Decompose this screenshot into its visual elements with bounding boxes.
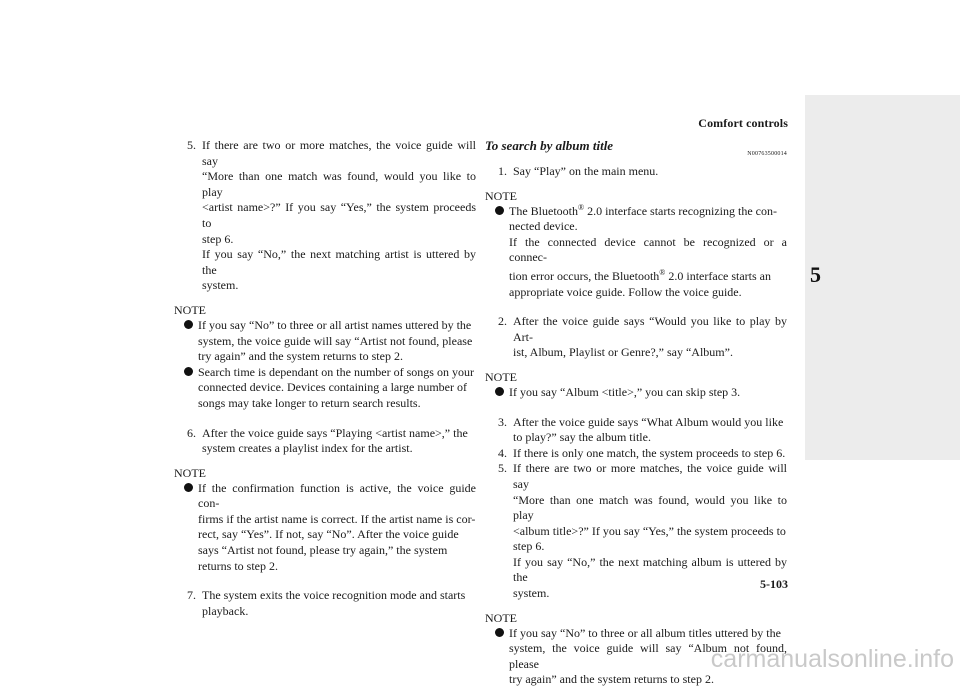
right-column xyxy=(485,138,787,688)
section-title xyxy=(485,138,787,157)
step-5-album xyxy=(485,461,787,601)
bullet-line: says “Artist not found, please try again,” the system xyxy=(198,543,448,558)
bullet-line: If you say “Album <title>,” you can skip step 3. xyxy=(509,384,741,399)
step-line: If there is only one match, the system proceeds to step 6. xyxy=(513,445,786,460)
note-bullet xyxy=(174,365,476,412)
chapter-tab xyxy=(805,95,960,460)
watermark[interactable]: carmanualsonline.info xyxy=(710,645,954,673)
step-4-album xyxy=(485,446,787,462)
step-line: ist, Album, Playlist or Genre?,” say “Album”. xyxy=(513,345,733,360)
step-line: If there are two or more matches, the voice guide will say xyxy=(202,138,476,168)
note-bullet xyxy=(485,204,787,301)
bullet-icon xyxy=(495,387,504,396)
step-line: <artist name>?” If you say “Yes,” the system proceeds to xyxy=(202,200,476,230)
step-number: 3. xyxy=(498,414,507,429)
bullet-line: If you say “No” to three or all artist names uttered by the xyxy=(198,317,472,332)
text-run: 2.0 interface starts recognizing the con- xyxy=(584,203,777,218)
registered-mark: ® xyxy=(578,202,585,212)
step-line: After the voice guide says “Playing <artist name>,” the xyxy=(202,425,468,440)
step-1-album xyxy=(485,164,787,180)
bullet-line: try again” and the system returns to step 2. xyxy=(198,349,403,364)
step-line: to play?” say the album title. xyxy=(513,430,651,445)
bullet-line: If you say “No” to three or all album titles uttered by the xyxy=(509,625,781,640)
step-number: 6. xyxy=(187,425,196,440)
chapter-number: 5 xyxy=(810,262,821,287)
step-line: step 6. xyxy=(513,539,545,554)
bullet-icon xyxy=(184,367,193,376)
text-run: tion error occurs, the Bluetooth xyxy=(509,268,660,283)
step-line: If there are two or more matches, the voice guide will say xyxy=(513,461,787,491)
note-label: NOTE xyxy=(485,369,517,384)
bullet-line: nected device. xyxy=(509,219,578,234)
bullet-icon xyxy=(184,320,193,329)
page-number: 5-103 xyxy=(760,577,788,591)
step-number: 5. xyxy=(187,138,196,152)
bullet-icon xyxy=(495,206,504,215)
bullet-line xyxy=(509,269,787,285)
step-3-album xyxy=(485,415,787,446)
step-number: 4. xyxy=(498,445,507,460)
step-line: “More than one match was found, would you like to play xyxy=(513,492,787,523)
step-5-artist xyxy=(174,138,476,294)
section-header: Comfort controls xyxy=(698,116,788,130)
bullet-line: firms if the artist name is correct. If the artist name is cor- xyxy=(198,511,476,526)
bullet-line: try again” and the system returns to step 2. xyxy=(509,672,714,687)
bullet-line: songs may take longer to return search results. xyxy=(198,395,421,410)
step-line: step 6. xyxy=(202,231,234,246)
note-label: NOTE xyxy=(485,610,517,625)
step-line: <album title>?” If you say “Yes,” the system proceeds to xyxy=(513,523,786,538)
bullet-line: appropriate voice guide. Follow the voice guide. xyxy=(509,284,742,299)
bullet-line: returns to step 2. xyxy=(198,558,278,573)
step-line: The system exits the voice recognition mode and starts xyxy=(202,588,466,603)
step-line: system. xyxy=(202,278,239,293)
bullet-line: system, the voice guide will say “Album not found, please xyxy=(509,641,787,671)
left-column xyxy=(174,138,476,619)
note-bullet xyxy=(174,481,476,575)
step-number: 7. xyxy=(187,588,196,603)
bullet-line: If the connected device cannot be recognized or a connec- xyxy=(509,234,787,265)
step-6-artist xyxy=(174,426,476,457)
note-bullet xyxy=(485,385,787,401)
registered-mark: ® xyxy=(659,267,666,277)
bullet-icon xyxy=(184,483,193,492)
bullet-line: rect, say “Yes”. If not, say “No”. After the voice guide xyxy=(198,527,459,542)
step-line: “More than one match was found, would you like to play xyxy=(202,169,476,199)
step-number: 5. xyxy=(498,461,507,476)
bullet-icon xyxy=(495,628,504,637)
text-run: 2.0 interface starts an xyxy=(665,268,771,283)
step-7-artist xyxy=(174,588,476,619)
step-line: If you say “No,” the next matching artist is uttered by the xyxy=(202,247,476,277)
section-code: N00763500014 xyxy=(747,151,787,157)
note-bullet xyxy=(174,318,476,365)
step-line: If you say “No,” the next matching album is uttered by the xyxy=(513,554,787,585)
bullet-line: connected device. Devices containing a large number of xyxy=(198,380,467,395)
bullet-line: Search time is dependant on the number of songs on your xyxy=(198,364,474,379)
bullet-line: If the confirmation function is active, the voice guide con- xyxy=(198,480,476,511)
step-2-album xyxy=(485,314,787,361)
step-line: system creates a playlist index for the artist. xyxy=(202,441,413,456)
section-title-text: To search by album title xyxy=(485,138,614,153)
step-number: 2. xyxy=(498,314,507,329)
note-label: NOTE xyxy=(174,302,206,317)
step-line: Say “Play” on the main menu. xyxy=(513,164,659,178)
step-number: 1. xyxy=(498,164,507,178)
note-label: NOTE xyxy=(485,188,517,203)
step-line: After the voice guide says “What Album would you like xyxy=(513,414,784,429)
step-line: system. xyxy=(513,586,550,601)
text-run: The Bluetooth xyxy=(509,203,578,218)
note-label: NOTE xyxy=(174,465,206,480)
bullet-line: system, the voice guide will say “Artist not found, please xyxy=(198,333,473,348)
bullet-line xyxy=(509,204,787,220)
step-line: After the voice guide says “Would you like to play by Art- xyxy=(513,314,787,344)
step-line: playback. xyxy=(202,603,249,618)
